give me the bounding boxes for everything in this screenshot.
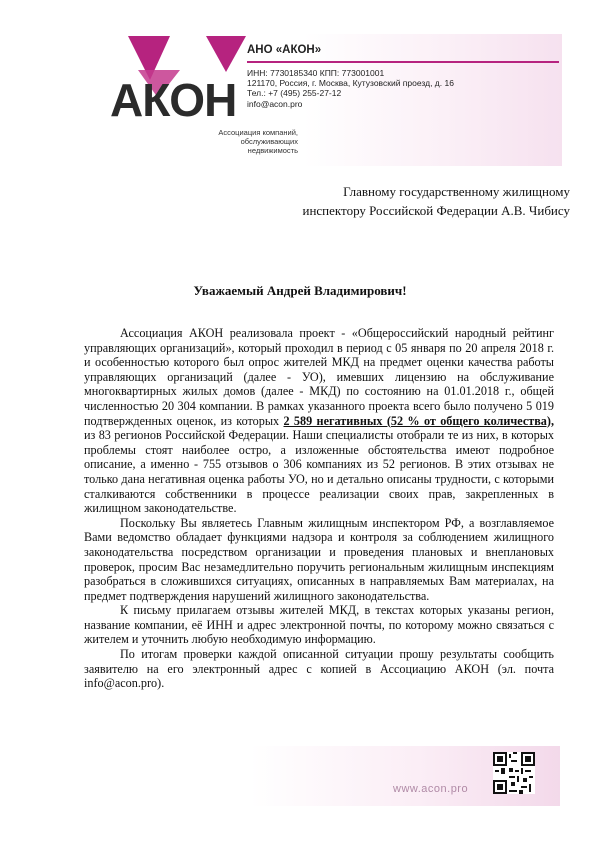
- recipient-block: [250, 183, 570, 220]
- organization-name: АНО «АКОН»: [247, 44, 322, 56]
- recipient-line-2: инспектору Российской Федерации А.В. Чибису: [302, 202, 570, 218]
- header-divider: [247, 61, 559, 63]
- recipient-line-1: Главному государственному жилищному: [343, 184, 570, 199]
- org-address: 121170, Россия, г. Москва, Кутузовский проезд, д. 16: [247, 78, 454, 89]
- footer-website[interactable]: www.acon.pro: [393, 783, 469, 795]
- negative-reviews-highlight: 2 589 негативных (52 % от общего количества),: [283, 413, 555, 428]
- logo-text: АКОН: [110, 74, 237, 126]
- organization-contacts: [247, 68, 454, 109]
- paragraph-1: Ассоциация АКОН реализовала проект - «Общероссийский народный рейтинг управляющих организаций», который проходил в период с 05 января по 20 апреля 2018 г. и особенностью которого был опрос жителей МКД на предмет оценки качества работы управляющих организаций (далее - УО), имевших лицензию на обслуживание многоквартирных жилых домов (далее - МКД) по состоянию на 01.01.2018 г., общей численностью 20 304 компании. В рамках указанного проекта всего было получено 5 019 подтвержденных оценок, из которых 2 589 негативных (52 % от общего количества), из 83 регионов Российской Федерации. Наши специалисты отобрали те из них, в которых проблемы стоят наиболее остро, а изложенные обстоятельства имеют подробное описание, а именно - 755 отзывов о 306 компаниях из 52 регионов. В этих отзывах не только дана негативная оценка работы УО, но и детально описаны трудности, с которыми сталкиваются собственники в процессе реализации своих прав, закрепленных в жилищном законодательстве.: [84, 326, 555, 516]
- salutation: Уважаемый Андрей Владимирович!: [193, 283, 407, 298]
- paragraph-2: Поскольку Вы являетесь Главным жилищным инспектором РФ, а возглавляемое Вами ведомство обладает функциями надзора и контроля за соблюдением жилищного законодательства посредством организации и проведения плановых и внеплановых проверок, просим Вас незамедлительно поручить региональным жилищным инспекциям разобраться в сложившихся ситуациях, описанных в направляемых Вам материалах, на предмет подтверждения нарушений жилищного законодательства.: [84, 515, 554, 603]
- paragraph-3: К письму прилагаем отзывы жителей МКД, в текстах которых указаны регион, название компании, её ИНН и адрес электронной почты, по которому можно связаться с жителем и уточнить любую необходимую информацию.: [84, 603, 554, 647]
- letter-body: [84, 326, 554, 691]
- qr-code-icon: [493, 752, 535, 794]
- org-phone: Тел.: +7 (495) 255-27-12: [247, 88, 342, 99]
- org-tax-ids: ИНН: 7730185340 КПП: 773001001: [247, 68, 385, 78]
- logo-tagline: Ассоциация компаний, обслуживающих недвижимость: [218, 128, 298, 155]
- footer-band: [84, 746, 560, 806]
- paragraph-4: По итогам проверки каждой описанной ситуации прошу результаты сообщить заявителю на его электронный адрес с копией в Ассоциацию АКОН (эл. почта info@acon.pro).: [84, 647, 554, 691]
- org-email[interactable]: info@acon.pro: [247, 98, 303, 109]
- akon-logo: [108, 36, 248, 126]
